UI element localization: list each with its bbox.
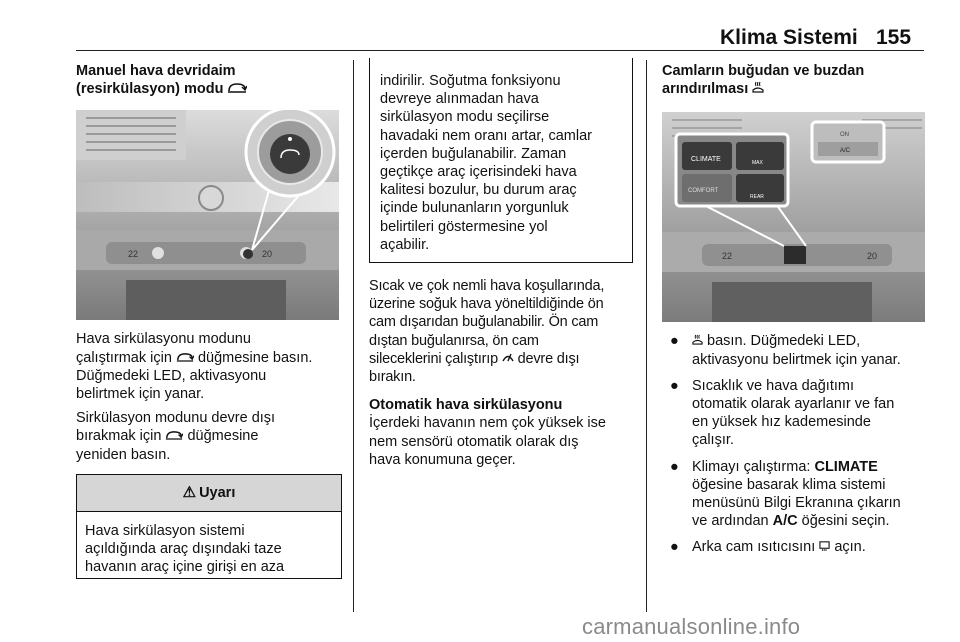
col1-paragraph-2: Sirkülasyon modunu devre dışı bırakmak için düğmesine yeniden basın.	[76, 410, 276, 463]
col2-paragraph-1: Sıcak ve çok nemli hava koşullarında, üzerine soğuk hava yöneltildiğinde ön cam dışarıdan buğulanabilir. Ön cam dıştan buğulanırsa, ön cam sileceklerini çalıştırıp devre dışı bırakın.	[369, 278, 605, 386]
bullet-item-1: ● basın. Düğmedeki LED, aktivasyonu belirtmek için yanar.	[662, 332, 927, 368]
warning-box	[76, 474, 342, 580]
bullet-item-4: ● Arka cam ısıtıcısını açın.	[662, 538, 927, 556]
defrost-icon	[752, 80, 764, 98]
console-photo-defrost	[662, 112, 925, 322]
header-rule	[76, 50, 924, 51]
warning-title: Uyarı	[199, 484, 236, 501]
wiper-icon	[502, 350, 514, 368]
svg-text:ON: ON	[840, 132, 849, 139]
watermark: carmanualsonline.info	[582, 614, 801, 639]
warning-triangle-icon: ⚠	[182, 483, 197, 501]
section-heading-recirculation: Manuel hava devridaim (resirkülasyon) modu	[76, 62, 342, 98]
recirculation-icon	[227, 80, 247, 98]
defrost-icon	[692, 332, 703, 350]
bullet-item-2: ● Sıcaklık ve hava dağıtımı otomatik olarak ayarlanır ve fan en yüksek hız kademesinde çalışır.	[662, 377, 927, 450]
recirculation-icon	[176, 349, 194, 367]
section-heading-defrost: Camların buğudan ve buzdan arındırılması	[662, 63, 865, 98]
bullet-dot: ●	[670, 377, 679, 394]
warning-box-continued: indirilir. Soğutma fonksiyonu devreye alınmadan hava sirkülasyon modu seçilirse havadaki nem oranı artar, camlar içerden buğulanabilir. Zaman geçtikçe araç içerisindeki hava kalitesi bozulur, bu durum araç içinde bulunanların yorgunluk belirtileri göstermesine yol açabilir.	[369, 58, 633, 263]
heading-auto-recirculation: Otomatik hava sirkülasyonu	[369, 397, 563, 414]
col2-paragraph-2: İçerdeki havanın nem çok yüksek ise nem sensörü otomatik olarak dış hava konumuna geçer.	[369, 415, 606, 468]
col1-paragraph-1: Hava sirkülasyonu modunu çalıştırmak için düğmesine basın. Düğmedeki LED, aktivasyonu belirtmek için yanar.	[76, 331, 313, 403]
svg-text:MAX: MAX	[752, 160, 763, 167]
photo1-left-temp: 22	[128, 249, 139, 260]
page-number: 155	[876, 26, 912, 49]
warning-body: Hava sirkülasyon sistemi açıldığında araç dışındaki taze havanın araç içine girişi en aza	[85, 522, 285, 576]
warning-header	[77, 474, 341, 512]
column-1	[76, 62, 342, 579]
svg-text:A/C: A/C	[840, 148, 851, 155]
photo3-left-temp: 22	[722, 251, 733, 262]
photo1-right-temp: 20	[262, 249, 273, 260]
bullet-dot: ●	[670, 333, 679, 350]
svg-text:COMFORT: COMFORT	[688, 188, 719, 195]
svg-text:REAR: REAR	[750, 194, 764, 201]
column-divider-1	[353, 60, 354, 612]
svg-text:CLIMATE: CLIMATE	[691, 156, 721, 164]
bullet-dot: ●	[670, 539, 679, 556]
photo3-right-temp: 20	[867, 251, 878, 262]
rear-window-heater-icon	[819, 538, 830, 556]
recirculation-icon	[165, 427, 183, 445]
page-header-title: Klima Sistemi	[720, 26, 858, 49]
bullet-dot: ●	[670, 458, 679, 475]
console-photo-recirculation	[76, 110, 339, 320]
column-2	[369, 62, 633, 469]
bullet-item-3: ● Klimayı çalıştırma: CLIMATE öğesine basarak klima sistemi menüsünü Bilgi Ekranına çıkarın ve ardından A/C öğesini seçin.	[662, 458, 927, 531]
column-divider-2	[646, 60, 647, 612]
column-3	[662, 62, 927, 557]
